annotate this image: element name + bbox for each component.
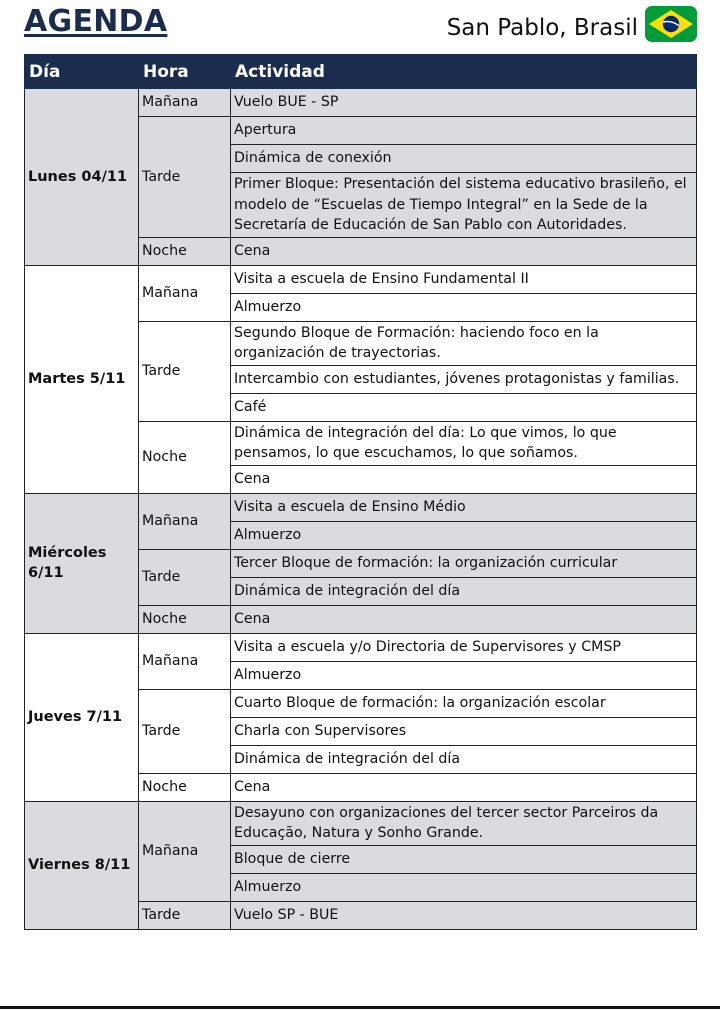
- period-cell: Noche: [139, 773, 231, 801]
- activity-cell: Visita a escuela de Ensino Médio: [231, 493, 697, 521]
- activity-cell: Intercambio con estudiantes, jóvenes protagonistas y familias.: [231, 365, 697, 393]
- day-cell: Martes 5/11: [25, 265, 139, 493]
- activity-cell: Café: [231, 393, 697, 421]
- activity-cell: Dinámica de integración del día: [231, 577, 697, 605]
- period-cell: Mañana: [139, 265, 231, 321]
- period-cell: Tarde: [139, 117, 231, 238]
- period-cell: Mañana: [139, 89, 231, 117]
- activity-cell: Cena: [231, 605, 697, 633]
- activity-cell: Vuelo SP - BUE: [231, 901, 697, 929]
- brazil-flag-icon: [645, 6, 697, 42]
- period-cell: Mañana: [139, 801, 231, 901]
- day-cell: Miércoles 6/11: [25, 493, 139, 633]
- activity-cell: Cena: [231, 465, 697, 493]
- table-header-row: [25, 55, 697, 89]
- day-cell: Jueves 7/11: [25, 633, 139, 801]
- agenda-table: [24, 54, 697, 930]
- period-cell: Noche: [139, 605, 231, 633]
- activity-cell: Almuerzo: [231, 521, 697, 549]
- activity-cell: Almuerzo: [231, 293, 697, 321]
- activity-cell: Tercer Bloque de formación: la organización curricular: [231, 549, 697, 577]
- activity-cell: Charla con Supervisores: [231, 717, 697, 745]
- agenda-body: [25, 89, 697, 930]
- page-title: AGENDA: [24, 4, 168, 39]
- day-cell: Viernes 8/11: [25, 801, 139, 929]
- activity-cell: Segundo Bloque de Formación: haciendo foco en la organización de trayectorias.: [231, 321, 697, 365]
- activity-cell: Almuerzo: [231, 661, 697, 689]
- period-cell: Tarde: [139, 549, 231, 605]
- period-cell: Tarde: [139, 901, 231, 929]
- activity-cell: Primer Bloque: Presentación del sistema educativo brasileño, el modelo de “Escuelas de Tiempo Integral” en la Sede de la Secretaría de Educación de San Pablo con Autoridades.: [231, 173, 697, 238]
- activity-cell: Cena: [231, 237, 697, 265]
- activity-cell: Visita a escuela de Ensino Fundamental II: [231, 265, 697, 293]
- column-header-hora: Hora: [139, 55, 231, 89]
- activity-cell: Apertura: [231, 117, 697, 145]
- period-cell: Mañana: [139, 493, 231, 549]
- table-row: [25, 265, 697, 293]
- table-row: [25, 89, 697, 117]
- table-row: [25, 801, 697, 845]
- location-label: San Pablo, Brasil: [446, 15, 638, 41]
- day-cell: Lunes 04/11: [25, 89, 139, 266]
- period-cell: Tarde: [139, 689, 231, 773]
- period-cell: Noche: [139, 237, 231, 265]
- activity-cell: Dinámica de integración del día: [231, 745, 697, 773]
- activity-cell: Bloque de cierre: [231, 845, 697, 873]
- activity-cell: Visita a escuela y/o Directoria de Supervisores y CMSP: [231, 633, 697, 661]
- activity-cell: Desayuno con organizaciones del tercer sector Parceiros da Educação, Natura y Sonho Grande.: [231, 801, 697, 845]
- activity-cell: Almuerzo: [231, 873, 697, 901]
- column-header-dia: Día: [25, 55, 139, 89]
- period-cell: Tarde: [139, 321, 231, 421]
- activity-cell: Dinámica de integración del día: Lo que vimos, lo que pensamos, lo que escuchamos, lo que soñamos.: [231, 421, 697, 465]
- period-cell: Noche: [139, 421, 231, 493]
- activity-cell: Cena: [231, 773, 697, 801]
- table-row: [25, 633, 697, 661]
- table-row: [25, 493, 697, 521]
- activity-cell: Dinámica de conexión: [231, 145, 697, 173]
- activity-cell: Cuarto Bloque de formación: la organización escolar: [231, 689, 697, 717]
- column-header-actividad: Actividad: [231, 55, 697, 89]
- period-cell: Mañana: [139, 633, 231, 689]
- activity-cell: Vuelo BUE - SP: [231, 89, 697, 117]
- bottom-rule: [0, 1006, 720, 1009]
